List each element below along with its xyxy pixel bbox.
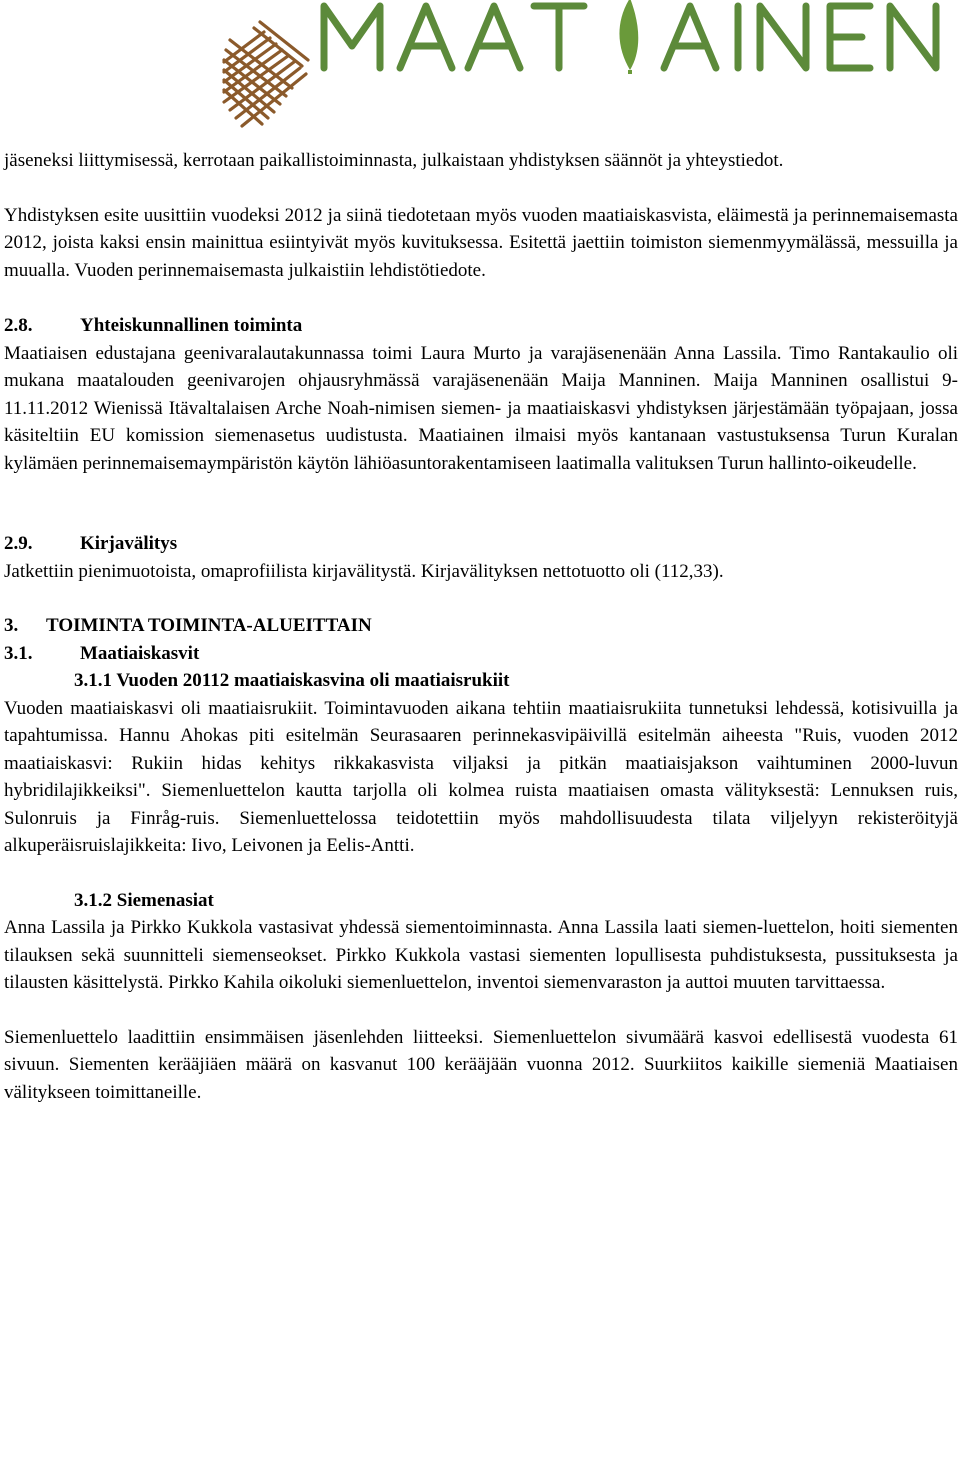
section-title: Yhteiskunnallinen toiminta (80, 315, 303, 336)
section-heading-2-8 (4, 312, 958, 340)
section-title: TOIMINTA TOIMINTA-ALUEITTAIN (46, 615, 372, 636)
subsection-heading-3-1-1: 3.1.1 Vuoden 20112 maatiaiskasvina oli maatiaisrukiit (74, 670, 510, 691)
section-title: Kirjavälitys (80, 533, 178, 554)
section-number: 2.8. (4, 315, 33, 336)
section-number: 3.1. (4, 642, 33, 664)
paragraph-intro: jäseneksi liittymisessä, kerrotaan paikallistoiminnasta, julkaistaan yhdistyksen säännöt ja yhteystiedot. (4, 150, 784, 171)
section-title: Maatiaiskasvit (80, 642, 200, 664)
paragraph-maatiaisrukiit: Vuoden maatiaiskasvi oli maatiaisrukiit. Toimintavuoden aikana tehtiin maatiaisrukiita tunnetuksi lehdessä, kotisivuilla ja tapahtumissa. Hannu Ahokas piti esitelmän Seurasaaren perinnekasvipäivillä esitelmän aiheesta "Ruis, vuoden 2012 maatiaiskasvi: Rukiin hidas kehitys rikkakasvista viljaksi ja pitkän maatiaisjakson vaihtuminen 2000-luvun hybridilajikkeiksi". Siemenluettelon kautta tarjolla oli kolmea ruista maatiaisen omasta välityksestä: Lennuksen ruis, Sulonruis ja Finråg-ruis. Siemenluettelossa teidotettiin myös mahdollisuudesta tilata viljelyyn rekisteröityjä alkuperäisruislajikkeita: Iivo, Leivonen ja Eelis-Antti. (4, 697, 958, 856)
section-number: 2.9. (4, 533, 33, 554)
section-number: 3. (4, 615, 19, 636)
section-heading-2-9 (4, 530, 958, 558)
maatiainen-logo (318, 0, 960, 78)
paragraph-siemenluettelo: Siemenluettelo laadittiin ensimmäisen jäsenlehden liitteeksi. Siemenluettelon sivumäärä kasvoi edellisestä vuodesta 61 sivuun. Siementen kerääjiäen määrä on kasvanut 100 kerääjään vuonna 2012. Suurkiitos kaikille siemeniä Maatiaisen välitykseen toimittaneille. (4, 1026, 958, 1103)
sprout-icon (619, 0, 638, 70)
paragraph-kirjavalitys: Jatkettiin pienimuotoista, omaprofiilista kirjavälitystä. Kirjavälityksen nettotuotto oli (112,33). (4, 560, 724, 582)
paragraph-esite: Yhdistyksen esite uusittiin vuodeksi 2012 ja siinä tiedotetaan myös vuoden maatiaiskasvista, eläimestä ja perinnemaisemasta 2012, joista kaksi ensin mainittua esiintyivät myös kuvituksessa. Esitettä jaettiin toimiston siemenmyymälässä, messuilla ja muualla. Vuoden perinnemaisemasta julkaistiin lehdistötiedote. (4, 204, 958, 281)
paragraph-yhteiskunnallinen: Maatiaisen edustajana geenivaralautakunnassa toimi Laura Murto ja varajäsenenään Anna Lassila. Timo Rantakaulio oli mukana maatalouden geenivarojen ohjausryhmässä varajäsenenään Maija Manninen. Maija Manninen osallistui 9-11.11.2012 Wienissä Itävaltalaisen Arche Noah-nimisen siemen- ja maatiaiskasvi yhdistyksen järjestämään työpajaan, jossa käsiteltiin EU komission siemenasetus uudistusta. Maatiainen ilmaisi myös kantanaan vastustuksensa Turun Kuralan kylämäen perinnemaisemaympäristön käytön lähiöasuntorakentamiseen laatimalla valituksen Turun hallinto-oikeudelle. (4, 342, 958, 474)
page-header (0, 0, 960, 140)
logo-mark-icon (222, 0, 312, 135)
section-heading-3 (4, 612, 958, 640)
paragraph-siemenasiat: Anna Lassila ja Pirkko Kukkola vastasivat yhdessä siementoiminnasta. Anna Lassila laati siemen-luettelon, hoiti siementen tilauksen sekä suunnitteli siemenseokset. Pirkko Kukkola vastasi siementen lopullisesta puhdistuksesta, pussituksesta ja tilausten käsittelystä. Pirkko Kahila oikoluki siemenluettelon, inventoi siemenvaraston ja auttoi muuten tarvittaessa. (4, 917, 958, 993)
document-body (4, 147, 958, 1106)
section-heading-3-1 (4, 640, 958, 668)
subsection-heading-3-1-2: 3.1.2 Siemenasiat (74, 889, 214, 911)
